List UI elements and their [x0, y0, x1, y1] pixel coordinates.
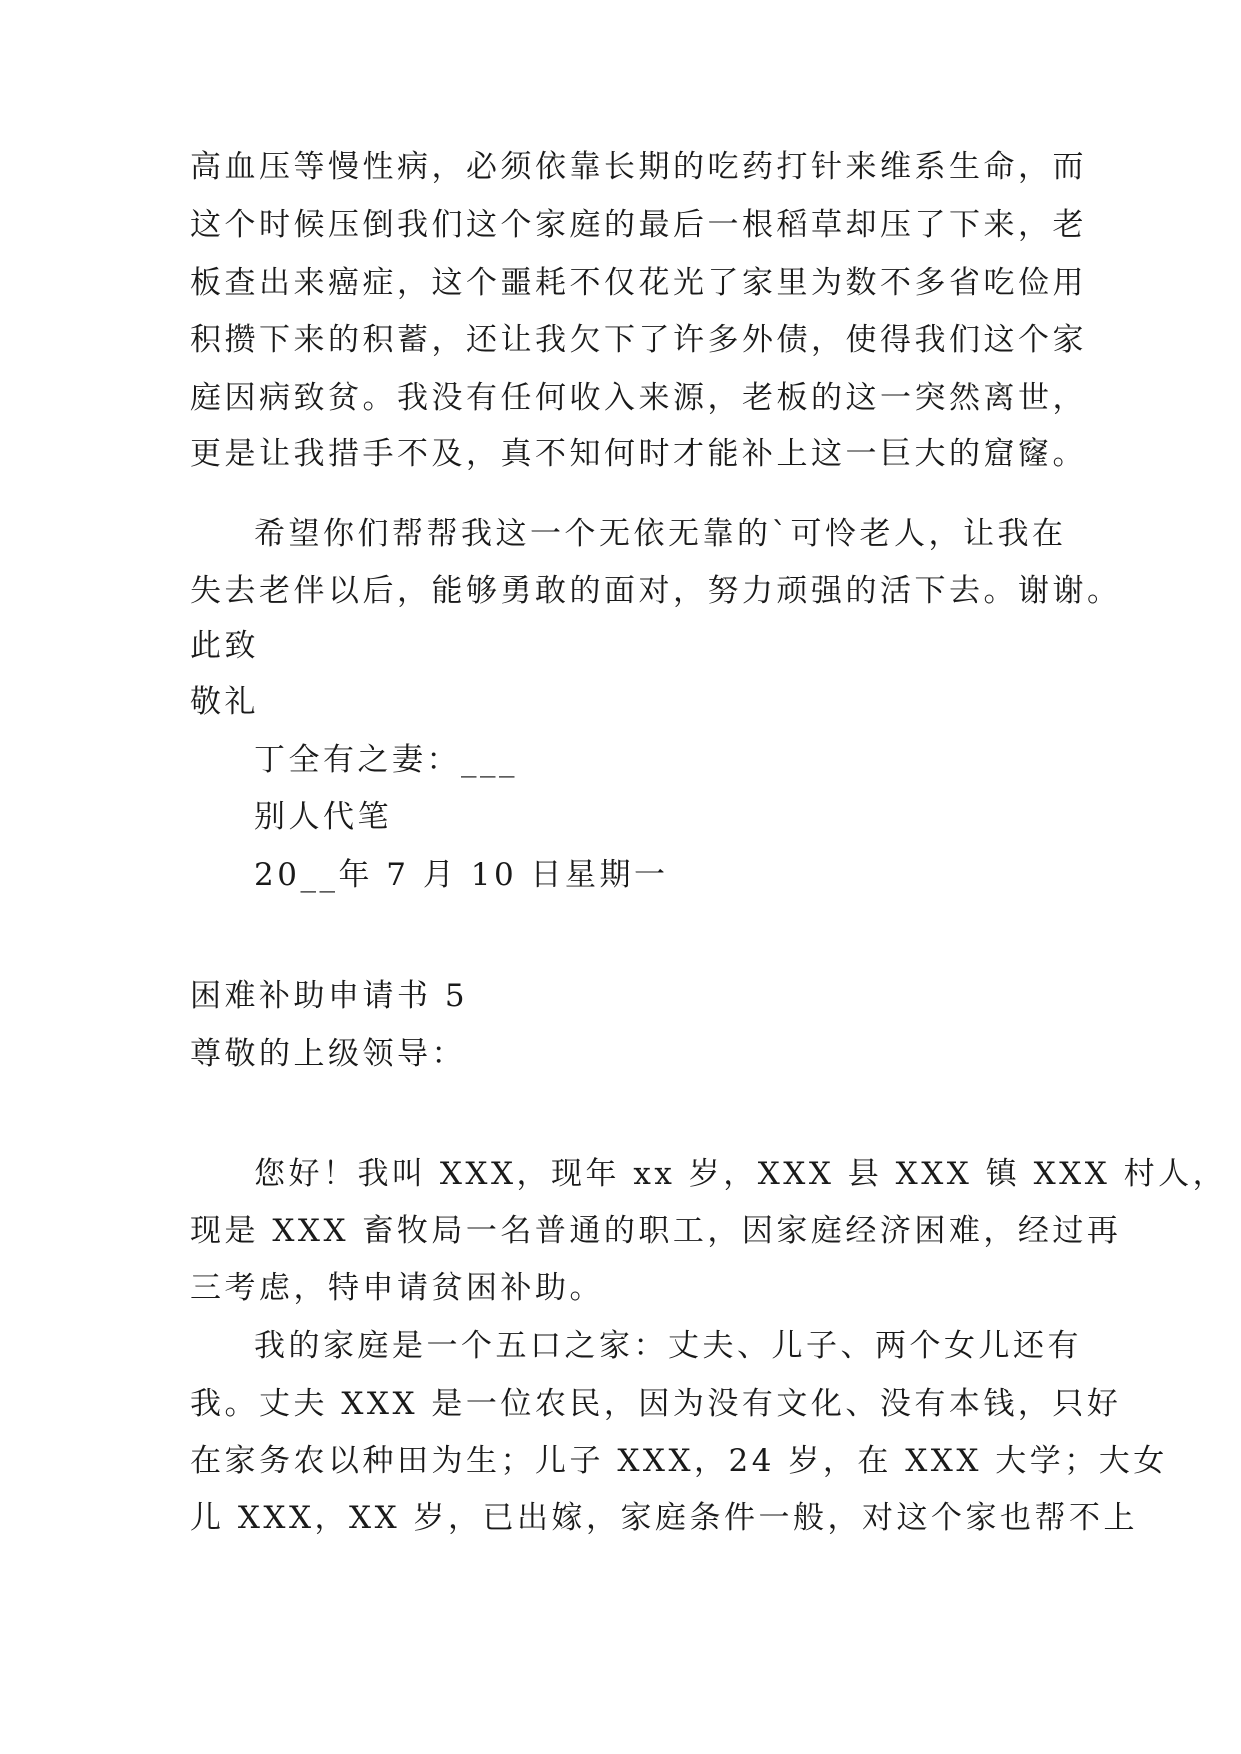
body-text-line: 您好！我叫 XXX，现年 xx 岁，XXX 县 XXX 镇 XXX 村人，: [254, 1156, 1228, 1192]
body-text-line: 我。丈夫 XXX 是一位农民，因为没有文化、没有本钱，只好: [190, 1386, 1122, 1422]
greeting: 尊敬的上级领导：: [190, 1036, 466, 1072]
body-text-line: 庭因病致贫。我没有任何收入来源，老板的这一突然离世，: [190, 380, 1087, 416]
body-text-line: 现是 XXX 畜牧局一名普通的职工，因家庭经济困难，经过再: [190, 1213, 1122, 1249]
body-text-line: 积攒下来的积蓄，还让我欠下了许多外债，使得我们这个家: [190, 322, 1087, 358]
body-text-line: 在家务农以种田为生；儿子 XXX，24 岁，在 XXX 大学；大女: [190, 1443, 1168, 1479]
body-text-line: 板查出来癌症，这个噩耗不仅花光了家里为数不多省吃俭用: [190, 265, 1087, 301]
proxy-note: 别人代笔: [254, 799, 392, 835]
body-text-line: 失去老伴以后，能够勇敢的面对，努力顽强的活下去。谢谢。: [190, 573, 1122, 609]
body-text-line: 更是让我措手不及，真不知何时才能补上这一巨大的窟窿。: [190, 436, 1087, 472]
letter-date: 20__年 7 月 10 日星期一: [254, 857, 669, 893]
body-text-line: 这个时候压倒我们这个家庭的最后一根稻草却压了下来，老: [190, 207, 1087, 243]
body-text-line: 希望你们帮帮我这一个无依无靠的`可怜老人，让我在: [254, 516, 1067, 552]
body-text-line: 三考虑，特申请贫困补助。: [190, 1270, 604, 1306]
body-text-line: 儿 XXX，XX 岁，已出嫁，家庭条件一般，对这个家也帮不上: [190, 1500, 1139, 1536]
closing-salute: 敬礼: [190, 684, 259, 720]
closing-salute: 此致: [190, 628, 259, 664]
section-title: 困难补助申请书 5: [190, 978, 469, 1014]
body-text-line: 我的家庭是一个五口之家：丈夫、儿子、两个女儿还有: [254, 1328, 1082, 1364]
signature-line: 丁全有之妻：___: [254, 742, 518, 778]
body-text-line: 高血压等慢性病，必须依靠长期的吃药打针来维系生命，而: [190, 149, 1087, 185]
